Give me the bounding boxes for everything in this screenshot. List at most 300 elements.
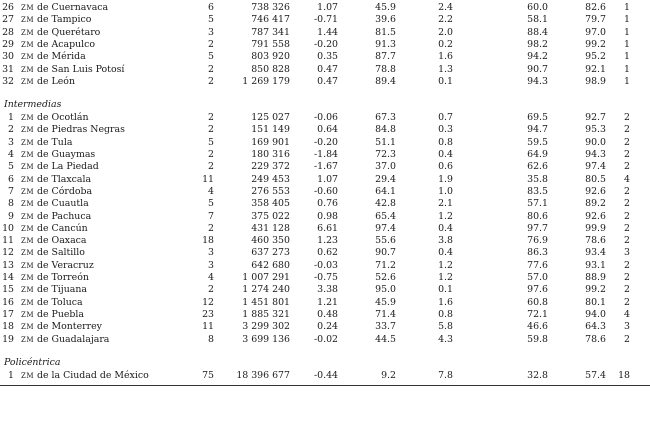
row-prefix: ZM [21, 323, 35, 332]
col-municipalities: 11 [202, 173, 214, 185]
col-pct-c: 97.6 [527, 284, 548, 296]
col-pct-c: 57.1 [527, 198, 548, 210]
row-zone-name: de Cancún [37, 222, 88, 234]
row-zone-name: de San Luis Potosí [37, 63, 125, 75]
col-growth-rate: -0.75 [313, 272, 338, 283]
col-municipalities: 75 [202, 369, 214, 381]
col-growth-rate: -0.06 [313, 112, 338, 124]
row-zone-name: de Monterrey [37, 321, 102, 333]
col-growth-rate: 1.21 [317, 296, 338, 308]
col-population: 642 680 [251, 259, 290, 271]
col-count: 2 [624, 136, 630, 148]
col-pct-d: 99.2 [585, 284, 606, 296]
col-municipalities: 5 [208, 136, 214, 148]
col-count: 2 [624, 210, 630, 222]
col-pct-b: 0.8 [438, 136, 453, 148]
col-count: 1 [624, 2, 630, 13]
col-population: 803 920 [251, 51, 290, 63]
row-rank: 5 [8, 161, 14, 173]
col-growth-rate: -1.67 [313, 161, 338, 173]
row-prefix: ZM [21, 310, 35, 319]
col-growth-rate: 3.38 [317, 284, 338, 296]
col-pct-a: 45.9 [375, 296, 396, 308]
col-growth-rate: 1.23 [317, 235, 338, 247]
col-count: 18 [618, 369, 630, 381]
row-zone-name: de Guaymas [37, 149, 96, 160]
col-pct-d: 78.6 [585, 235, 606, 247]
table-row [0, 370, 650, 382]
col-municipalities: 12 [202, 296, 214, 308]
row-rank: 15 [2, 284, 14, 296]
col-pct-c: 60.0 [527, 2, 548, 13]
col-pct-b: 1.2 [438, 272, 453, 283]
col-population: 460 350 [251, 235, 290, 247]
row-prefix: ZM [21, 175, 35, 184]
col-pct-a: 89.4 [375, 75, 396, 87]
row-zone-name: de Cuernavaca [37, 2, 109, 13]
col-growth-rate: 0.62 [317, 247, 338, 259]
row-rank: 28 [2, 26, 14, 38]
row-zone-name: de Toluca [37, 296, 83, 308]
col-population: 276 553 [251, 185, 290, 197]
row-prefix: ZM [21, 298, 35, 307]
col-pct-a: 65.4 [375, 210, 396, 222]
col-growth-rate: -0.44 [313, 369, 338, 381]
col-pct-c: 80.6 [527, 210, 548, 222]
table-row [0, 272, 650, 284]
col-pct-d: 93.1 [585, 259, 606, 271]
table-row [0, 211, 650, 223]
col-pct-a: 67.3 [375, 112, 396, 124]
col-population: 18 396 677 [236, 369, 290, 381]
col-pct-b: 5.8 [438, 321, 453, 333]
col-population: 738 326 [251, 2, 290, 13]
row-prefix: ZM [21, 65, 35, 74]
row-rank: 16 [2, 296, 14, 308]
col-pct-c: 83.5 [527, 185, 548, 197]
section-title: Intermedias [4, 99, 62, 111]
col-pct-b: 0.3 [438, 124, 453, 136]
col-pct-a: 91.3 [375, 38, 396, 50]
col-pct-b: 2.0 [438, 26, 453, 38]
col-growth-rate: 0.48 [317, 308, 338, 320]
col-growth-rate: 0.47 [317, 75, 338, 87]
row-prefix: ZM [21, 138, 35, 147]
col-pct-a: 78.8 [375, 63, 396, 75]
row-rank: 26 [2, 2, 14, 13]
col-population: 249 453 [251, 173, 290, 185]
col-growth-rate: 1.07 [317, 2, 338, 13]
col-pct-d: 92.6 [585, 185, 606, 197]
col-population: 375 022 [251, 210, 290, 222]
col-pct-a: 84.8 [375, 124, 396, 136]
col-pct-b: 0.1 [438, 75, 453, 87]
row-zone-name: de Pachuca [37, 210, 92, 222]
col-pct-c: 72.1 [527, 308, 548, 320]
row-zone-name: de Córdoba [37, 185, 93, 197]
col-municipalities: 18 [202, 235, 214, 247]
row-zone-name: de Puebla [37, 308, 85, 320]
col-population: 431 128 [251, 222, 290, 234]
row-rank: 2 [8, 124, 14, 136]
col-pct-c: 60.8 [527, 296, 548, 308]
row-rank: 31 [2, 63, 14, 75]
row-zone-name: de Oaxaca [37, 235, 87, 247]
col-population: 1 885 321 [242, 308, 290, 320]
col-count: 2 [624, 149, 630, 160]
col-pct-a: 71.2 [375, 259, 396, 271]
row-rank: 14 [2, 272, 14, 283]
col-pct-c: 69.5 [527, 112, 548, 124]
row-prefix: ZM [21, 286, 35, 295]
table-row [0, 161, 650, 173]
row-rank: 12 [2, 247, 14, 259]
row-rank: 27 [2, 14, 14, 26]
col-growth-rate: -0.03 [313, 259, 338, 271]
row-prefix: ZM [21, 53, 35, 62]
col-pct-c: 98.2 [527, 38, 548, 50]
col-population: 1 274 240 [242, 284, 290, 296]
col-count: 2 [624, 198, 630, 210]
col-pct-b: 1.6 [438, 51, 453, 63]
col-municipalities: 2 [208, 38, 214, 50]
col-population: 746 417 [251, 14, 290, 26]
col-pct-d: 79.7 [585, 14, 606, 26]
col-population: 180 316 [251, 149, 290, 160]
col-pct-d: 99.9 [585, 222, 606, 234]
col-pct-a: 9.2 [381, 369, 396, 381]
table-row [0, 124, 650, 136]
row-prefix: ZM [21, 237, 35, 246]
col-growth-rate: -0.71 [313, 14, 338, 26]
col-pct-c: 97.7 [527, 222, 548, 234]
col-pct-d: 95.2 [585, 51, 606, 63]
col-municipalities: 2 [208, 63, 214, 75]
table-row [0, 334, 650, 346]
col-pct-c: 32.8 [527, 369, 548, 381]
row-zone-name: de Saltillo [37, 247, 85, 259]
table-row [0, 309, 650, 321]
col-municipalities: 4 [208, 272, 214, 283]
row-zone-name: de Guadalajara [37, 333, 110, 345]
col-population: 637 273 [251, 247, 290, 259]
table-row [0, 223, 650, 235]
row-rank: 9 [8, 210, 14, 222]
col-growth-rate: 0.47 [317, 63, 338, 75]
col-growth-rate: 1.07 [317, 173, 338, 185]
col-count: 2 [624, 259, 630, 271]
row-prefix: ZM [21, 261, 35, 270]
col-municipalities: 2 [208, 75, 214, 87]
col-count: 3 [624, 247, 630, 259]
section-title: Policéntrica [4, 356, 61, 368]
col-growth-rate: 1.44 [317, 26, 338, 38]
col-count: 1 [624, 26, 630, 38]
col-count: 2 [624, 222, 630, 234]
col-pct-d: 90.0 [585, 136, 606, 148]
col-count: 1 [624, 14, 630, 26]
col-growth-rate: 0.76 [317, 198, 338, 210]
col-growth-rate: -0.02 [313, 333, 338, 345]
col-population: 151 149 [251, 124, 290, 136]
col-municipalities: 2 [208, 124, 214, 136]
col-pct-b: 1.6 [438, 296, 453, 308]
col-population: 850 828 [251, 63, 290, 75]
col-pct-a: 72.3 [375, 149, 396, 160]
col-pct-d: 82.6 [585, 2, 606, 13]
col-pct-c: 58.1 [527, 14, 548, 26]
table-row [0, 14, 650, 26]
row-prefix: ZM [21, 16, 35, 25]
row-rank: 18 [2, 321, 14, 333]
col-pct-c: 94.3 [527, 75, 548, 87]
col-pct-b: 0.4 [438, 149, 453, 160]
col-population: 1 007 291 [242, 272, 290, 283]
col-pct-c: 88.4 [527, 26, 548, 38]
col-pct-a: 52.6 [375, 272, 396, 283]
table-row [0, 39, 650, 51]
col-count: 1 [624, 63, 630, 75]
col-pct-b: 0.8 [438, 308, 453, 320]
row-prefix: ZM [21, 371, 35, 380]
row-prefix: ZM [21, 274, 35, 282]
col-municipalities: 6 [208, 2, 214, 13]
col-growth-rate: -0.20 [313, 136, 338, 148]
col-municipalities: 3 [208, 26, 214, 38]
col-municipalities: 2 [208, 284, 214, 296]
col-growth-rate: 0.98 [317, 210, 338, 222]
row-rank: 17 [2, 308, 14, 320]
col-count: 1 [624, 75, 630, 87]
col-pct-c: 77.6 [527, 259, 548, 271]
col-pct-c: 94.2 [527, 51, 548, 63]
col-pct-a: 81.5 [375, 26, 396, 38]
col-pct-b: 2.1 [438, 198, 453, 210]
row-prefix: ZM [21, 187, 35, 196]
row-prefix: ZM [21, 151, 35, 159]
row-zone-name: de Mérida [37, 51, 86, 63]
col-pct-a: 90.7 [375, 247, 396, 259]
col-pct-d: 57.4 [585, 369, 606, 381]
col-population: 3 699 136 [242, 333, 290, 345]
col-growth-rate: 0.64 [317, 124, 338, 136]
col-municipalities: 5 [208, 51, 214, 63]
col-population: 358 405 [251, 198, 290, 210]
col-pct-a: 51.1 [375, 136, 396, 148]
row-rank: 8 [8, 198, 14, 210]
table-row [0, 198, 650, 210]
col-pct-b: 0.6 [438, 161, 453, 173]
col-count: 2 [624, 112, 630, 124]
col-municipalities: 2 [208, 222, 214, 234]
row-rank: 11 [2, 235, 14, 247]
col-pct-b: 1.2 [438, 210, 453, 222]
col-pct-b: 7.8 [438, 369, 453, 381]
col-pct-b: 1.9 [438, 173, 453, 185]
col-count: 2 [624, 333, 630, 345]
table-row [0, 174, 650, 186]
col-count: 2 [624, 272, 630, 283]
row-zone-name: de León [37, 75, 75, 87]
row-prefix: ZM [21, 126, 35, 135]
table-row [0, 112, 650, 124]
col-municipalities: 5 [208, 198, 214, 210]
col-municipalities: 2 [208, 112, 214, 124]
col-pct-d: 92.6 [585, 210, 606, 222]
col-pct-d: 99.2 [585, 38, 606, 50]
col-pct-d: 95.3 [585, 124, 606, 136]
col-pct-d: 89.2 [585, 198, 606, 210]
col-pct-d: 93.4 [585, 247, 606, 259]
col-count: 2 [624, 284, 630, 296]
table-row [0, 64, 650, 76]
col-count: 1 [624, 51, 630, 63]
row-zone-name: de Acapulco [37, 38, 96, 50]
col-pct-d: 88.9 [585, 272, 606, 283]
col-pct-b: 0.2 [438, 38, 453, 50]
col-growth-rate: -0.20 [313, 38, 338, 50]
row-zone-name: de Tampico [37, 14, 92, 26]
col-pct-b: 0.4 [438, 222, 453, 234]
row-zone-name: de la Ciudad de México [37, 369, 149, 381]
row-zone-name: de Querétaro [37, 26, 101, 38]
col-pct-d: 97.0 [585, 26, 606, 38]
col-pct-a: 97.4 [375, 222, 396, 234]
col-pct-b: 1.2 [438, 259, 453, 271]
col-pct-c: 76.9 [527, 235, 548, 247]
col-pct-d: 94.0 [585, 308, 606, 320]
col-pct-c: 59.5 [527, 136, 548, 148]
col-count: 2 [624, 124, 630, 136]
col-pct-b: 1.3 [438, 63, 453, 75]
row-rank: 1 [8, 369, 14, 381]
col-pct-b: 3.8 [438, 235, 453, 247]
col-pct-c: 86.3 [527, 247, 548, 259]
col-pct-b: 0.7 [438, 112, 453, 124]
col-count: 2 [624, 161, 630, 173]
table-row [0, 284, 650, 296]
table-bottom-rule [0, 385, 650, 386]
col-growth-rate: -0.60 [313, 185, 338, 197]
row-zone-name: de Piedras Negras [37, 124, 125, 136]
col-pct-a: 71.4 [375, 308, 396, 320]
col-population: 1 269 179 [242, 75, 290, 87]
col-municipalities: 3 [208, 259, 214, 271]
col-pct-d: 80.1 [585, 296, 606, 308]
col-pct-a: 55.6 [375, 235, 396, 247]
table-row [0, 2, 650, 14]
row-prefix: ZM [21, 163, 35, 172]
row-prefix: ZM [21, 77, 35, 86]
table-row [0, 149, 650, 161]
row-zone-name: de Torreón [37, 272, 89, 283]
row-zone-name: de Tula [37, 136, 73, 148]
col-pct-c: 94.7 [527, 124, 548, 136]
row-rank: 19 [2, 333, 14, 345]
col-pct-b: 2.4 [438, 2, 453, 13]
col-pct-a: 44.5 [375, 333, 396, 345]
table-row [0, 51, 650, 63]
row-prefix: ZM [21, 212, 35, 221]
col-count: 4 [624, 308, 630, 320]
col-pct-a: 45.9 [375, 2, 396, 13]
col-pct-a: 95.0 [375, 284, 396, 296]
col-count: 1 [624, 38, 630, 50]
col-pct-d: 80.5 [585, 173, 606, 185]
col-pct-c: 64.9 [527, 149, 548, 160]
col-pct-a: 42.8 [375, 198, 396, 210]
col-pct-a: 29.4 [375, 173, 396, 185]
col-pct-c: 46.6 [527, 321, 548, 333]
row-zone-name: de Tlaxcala [37, 173, 92, 185]
col-count: 2 [624, 235, 630, 247]
table-row [0, 235, 650, 247]
table-row [0, 321, 650, 333]
row-zone-name: de Tijuana [37, 284, 87, 296]
col-pct-c: 57.0 [527, 272, 548, 283]
col-count: 3 [624, 321, 630, 333]
row-rank: 32 [2, 75, 14, 87]
col-pct-a: 37.0 [375, 161, 396, 173]
col-count: 4 [624, 173, 630, 185]
col-municipalities: 8 [208, 333, 214, 345]
col-pct-a: 87.7 [375, 51, 396, 63]
row-rank: 29 [2, 38, 14, 50]
row-zone-name: de La Piedad [37, 161, 99, 173]
col-growth-rate: -1.84 [313, 149, 338, 160]
col-population: 169 901 [251, 136, 290, 148]
col-pct-a: 64.1 [375, 185, 396, 197]
col-pct-d: 98.9 [585, 75, 606, 87]
col-municipalities: 3 [208, 247, 214, 259]
col-pct-a: 33.7 [375, 321, 396, 333]
row-rank: 6 [8, 173, 14, 185]
col-population: 787 341 [251, 26, 290, 38]
row-prefix: ZM [21, 28, 35, 37]
col-population: 3 299 302 [242, 321, 290, 333]
col-municipalities: 2 [208, 149, 214, 160]
col-pct-b: 2.2 [438, 14, 453, 26]
row-rank: 7 [8, 185, 14, 197]
table-row [0, 137, 650, 149]
table-row [0, 27, 650, 39]
row-prefix: ZM [21, 249, 35, 258]
table-row [0, 186, 650, 198]
col-municipalities: 23 [202, 308, 214, 320]
col-pct-b: 0.1 [438, 284, 453, 296]
row-rank: 30 [2, 51, 14, 63]
col-pct-b: 4.3 [438, 333, 453, 345]
col-population: 125 027 [251, 112, 290, 124]
col-pct-d: 92.1 [585, 63, 606, 75]
col-pct-d: 78.6 [585, 333, 606, 345]
col-municipalities: 11 [202, 321, 214, 333]
col-growth-rate: 0.35 [317, 51, 338, 63]
row-zone-name: de Ocotlán [37, 112, 89, 124]
col-pct-c: 62.6 [527, 161, 548, 173]
row-rank: 13 [2, 259, 14, 271]
col-municipalities: 4 [208, 185, 214, 197]
col-pct-d: 94.3 [585, 149, 606, 160]
row-prefix: ZM [21, 4, 35, 12]
col-count: 2 [624, 296, 630, 308]
table-row [0, 297, 650, 309]
col-municipalities: 2 [208, 161, 214, 173]
col-municipalities: 5 [208, 14, 214, 26]
col-pct-b: 1.0 [438, 185, 453, 197]
col-growth-rate: 0.24 [317, 321, 338, 333]
row-prefix: ZM [21, 40, 35, 49]
